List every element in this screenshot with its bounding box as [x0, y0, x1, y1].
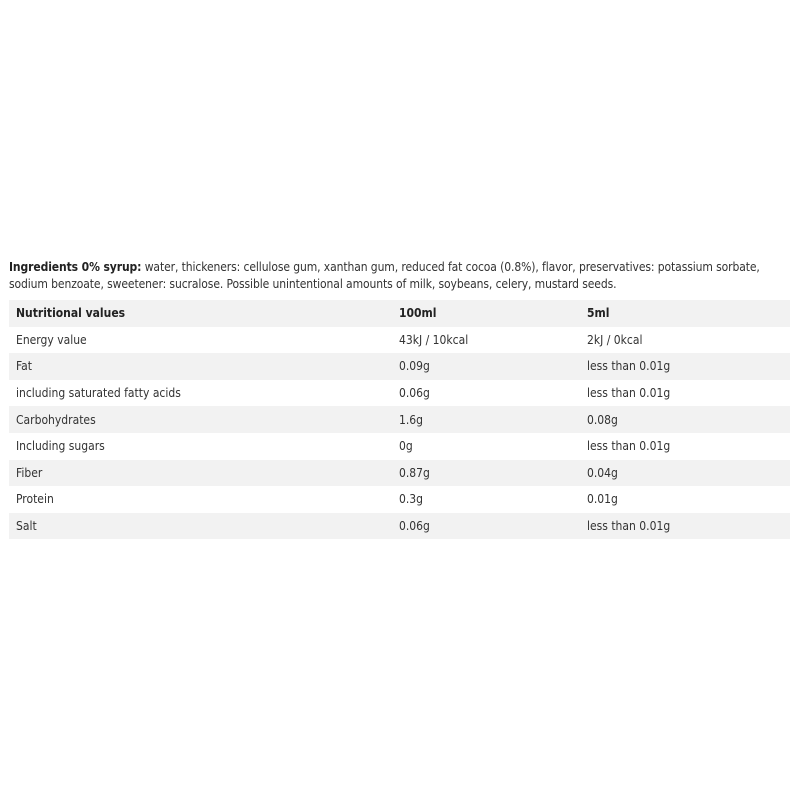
value-100ml: 1.6g [399, 412, 424, 427]
value-100ml: 0.06g [399, 386, 430, 401]
value-100ml: 0.87g [399, 465, 430, 480]
value-100ml: 0.3g [399, 492, 424, 507]
value-5ml: 2kJ / 0kcal [587, 332, 643, 347]
value-100ml: 43kJ / 10kcal [399, 332, 469, 347]
value-100ml: 0g [399, 439, 413, 454]
value-100ml: 0.09g [399, 359, 430, 374]
value-5ml: less than 0.01g [587, 519, 671, 534]
ingredients-label: Ingredients 0% syrup: [9, 260, 142, 274]
value-5ml: less than 0.01g [587, 386, 671, 401]
nutrient-name: including saturated fatty acids [16, 386, 181, 401]
value-5ml: 0.08g [587, 412, 618, 427]
table-row [9, 406, 790, 433]
nutrient-name: Including sugars [16, 439, 105, 454]
table-row [9, 433, 790, 460]
table-row [9, 513, 790, 540]
nutrient-name: Carbohydrates [16, 412, 96, 427]
table-row [9, 460, 790, 487]
nutrient-name: Salt [16, 519, 37, 534]
value-5ml: less than 0.01g [587, 359, 671, 374]
nutrient-name: Protein [16, 492, 54, 507]
nutrient-name: Energy value [16, 332, 87, 347]
nutrient-name: Fat [16, 359, 32, 374]
product-info [9, 259, 790, 539]
header-nutritional-values: Nutritional values [16, 306, 126, 321]
value-100ml: 0.06g [399, 519, 430, 534]
ingredients-text: water, thickeners: cellulose gum, xanthan gum, reduced fat cocoa (0.8%), flavor, preservatives: potassium sorbate, sodium benzoate, sweetener: sucralose. Possible unintentional amounts of milk, soybeans, celery, mustard seeds. [9, 260, 760, 291]
ingredients-paragraph [9, 259, 790, 293]
value-5ml: 0.04g [587, 465, 618, 480]
table-row [9, 327, 790, 354]
table-row [9, 380, 790, 407]
table-row [9, 353, 790, 380]
value-5ml: less than 0.01g [587, 439, 671, 454]
nutrition-table [9, 300, 790, 539]
header-100ml: 100ml [399, 306, 437, 321]
nutrient-name: Fiber [16, 465, 43, 480]
table-header-row [9, 300, 790, 327]
value-5ml: 0.01g [587, 492, 618, 507]
table-row [9, 486, 790, 513]
header-5ml: 5ml [587, 306, 610, 321]
